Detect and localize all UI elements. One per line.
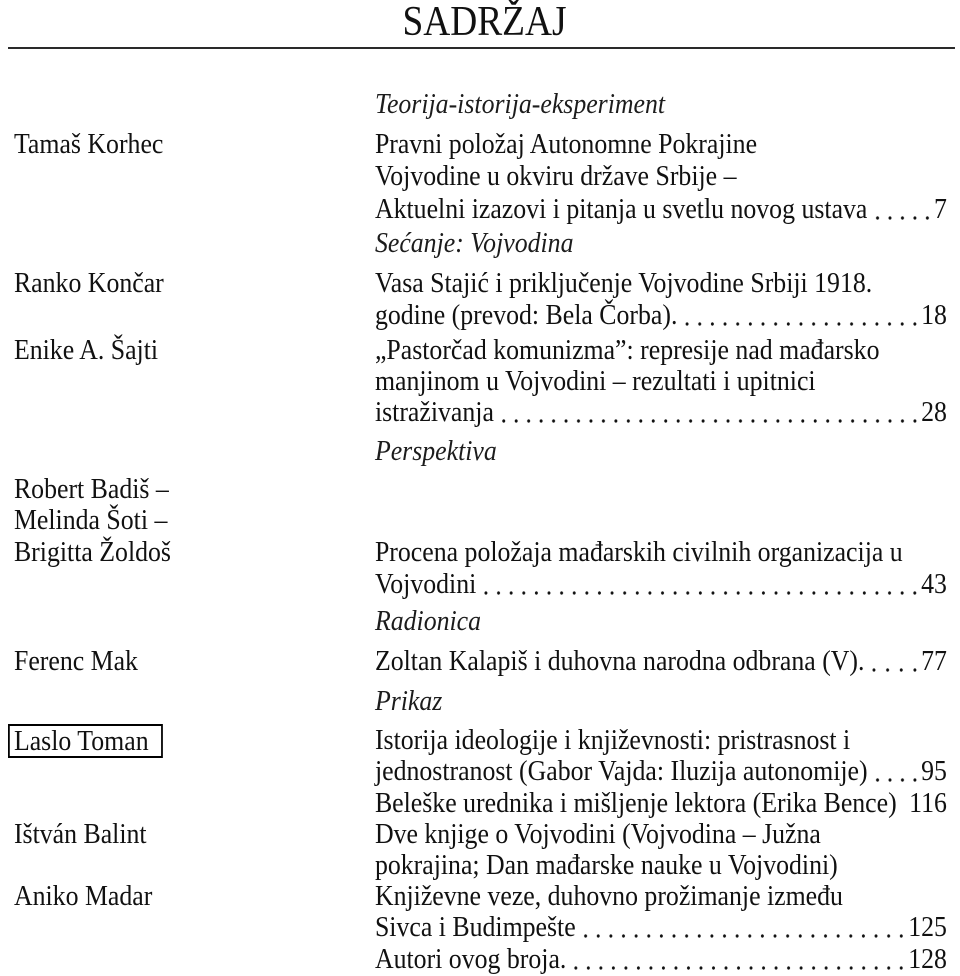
page-number-spacer xyxy=(897,788,909,820)
toc-line xyxy=(0,397,959,429)
entry-title-line: godine (prevod: Bela Čorba). xyxy=(374,299,678,331)
entry-title-line: Dve knjige o Vojvodini (Vojvodina – Južna xyxy=(374,818,821,850)
page-number: 28 xyxy=(921,396,947,428)
toc-line xyxy=(0,129,959,161)
dot-leader xyxy=(868,646,921,678)
page-number: 7 xyxy=(934,193,947,225)
dot-leader xyxy=(871,756,921,788)
page-number: 95 xyxy=(921,755,947,787)
entry-title-with-page xyxy=(375,397,947,429)
entry-title-line: jednostranost (Gabor Vajda: Iluzija autonomije) xyxy=(374,755,868,787)
entry-title-line: „Pastorčad komunizma”: represije nad mađarsko xyxy=(374,334,880,366)
section-heading: Sećanje: Vojvodina xyxy=(374,227,574,259)
page-number: 43 xyxy=(921,568,947,600)
section-heading: Radionica xyxy=(374,605,482,637)
entry-title-line: Sivca i Budimpešte xyxy=(374,911,576,943)
page-title: SADRŽAJ xyxy=(402,0,567,45)
toc-line xyxy=(0,366,959,398)
entry-title-with-page xyxy=(375,569,947,601)
dot-leader xyxy=(497,397,921,429)
toc-line xyxy=(0,646,959,678)
entry-title-with-page xyxy=(375,194,947,226)
entry-title-line: Aktuelni izazovi i pitanja u svetlu novog ustava xyxy=(374,193,868,225)
toc-line xyxy=(0,881,959,913)
entry-title-with-page xyxy=(375,912,947,944)
entry-title-line: Književne veze, duhovno prožimanje između xyxy=(374,880,843,912)
back-matter-label: Autori ovog broja. xyxy=(374,943,567,975)
entry-title-with-page xyxy=(375,788,947,820)
entry-title-with-page xyxy=(375,756,947,788)
toc-line xyxy=(0,89,959,121)
entry-title-line: Vojvodine u okviru države Srbije – xyxy=(374,160,737,192)
entry-title-line: Vasa Stajić i priključenje Vojvodine Srbiji 1918. xyxy=(374,267,873,299)
author-name: Aniko Madar xyxy=(13,880,153,912)
entry-title-line: Beleške urednika i mišljenje lektora (Erika Bence) xyxy=(374,787,897,819)
author-name: Brigitta Žoldoš xyxy=(13,536,171,568)
entry-title-line: istraživanja xyxy=(374,396,494,428)
toc-line xyxy=(0,268,959,300)
toc-line xyxy=(0,819,959,851)
section-heading: Prikaz xyxy=(374,685,443,717)
toc-line xyxy=(0,606,959,638)
toc-line xyxy=(0,228,959,260)
dot-leader xyxy=(480,569,921,601)
title-divider xyxy=(8,47,955,49)
entry-title-line: Zoltan Kalapiš i duhovna narodna odbrana (V). xyxy=(374,645,865,677)
toc-line xyxy=(0,944,959,976)
author-name: Ištván Balint xyxy=(13,818,147,850)
highlighted-author-name[interactable]: Laslo Toman xyxy=(8,724,163,758)
toc-line xyxy=(0,194,959,226)
section-heading: Teorija-istorija-eksperiment xyxy=(374,88,666,120)
author-name: Melinda Šoti – xyxy=(13,504,168,536)
author-name: Robert Badiš – xyxy=(13,473,169,505)
entry-title-line: Vojvodini xyxy=(374,568,477,600)
toc-line xyxy=(0,850,959,882)
toc-line xyxy=(0,161,959,193)
entry-title-line: Procena položaja mađarskih civilnih organizacija u xyxy=(374,536,903,568)
dot-leader xyxy=(681,300,921,332)
toc-line xyxy=(0,725,959,757)
author-name: Ranko Končar xyxy=(13,267,164,299)
dot-leader xyxy=(570,944,908,976)
toc-line xyxy=(0,569,959,601)
entry-title-line: manjinom u Vojvodini – rezultati i upitnici xyxy=(374,365,816,397)
page-number: 128 xyxy=(908,943,947,975)
toc-line xyxy=(0,300,959,332)
entry-title-with-page xyxy=(375,944,947,976)
entry-title-line: Pravni položaj Autonomne Pokrajine xyxy=(374,128,758,160)
toc-line xyxy=(0,537,959,569)
toc-line xyxy=(0,756,959,788)
page-number: 18 xyxy=(921,299,947,331)
toc-line xyxy=(0,335,959,367)
toc-line xyxy=(0,788,959,820)
toc-line xyxy=(0,474,959,506)
page-number: 116 xyxy=(909,787,947,819)
toc-line xyxy=(0,505,959,537)
page-number: 125 xyxy=(908,911,947,943)
entry-title-line: Istorija ideologije i književnosti: pristrasnost i xyxy=(374,724,851,756)
author-name: Ferenc Mak xyxy=(13,645,138,677)
author-name: Tamaš Korhec xyxy=(13,128,164,160)
toc-line xyxy=(0,912,959,944)
toc-line xyxy=(0,686,959,718)
dot-leader xyxy=(579,912,908,944)
entry-title-with-page xyxy=(375,646,947,678)
entry-title-line: pokrajina; Dan mađarske nauke u Vojvodini) xyxy=(374,849,838,881)
entry-title-with-page xyxy=(375,300,947,332)
section-heading: Perspektiva xyxy=(374,435,497,467)
page-number: 77 xyxy=(921,645,947,677)
author-name: Enike A. Šajti xyxy=(13,334,159,366)
dot-leader xyxy=(871,194,934,226)
toc-line xyxy=(0,436,959,468)
